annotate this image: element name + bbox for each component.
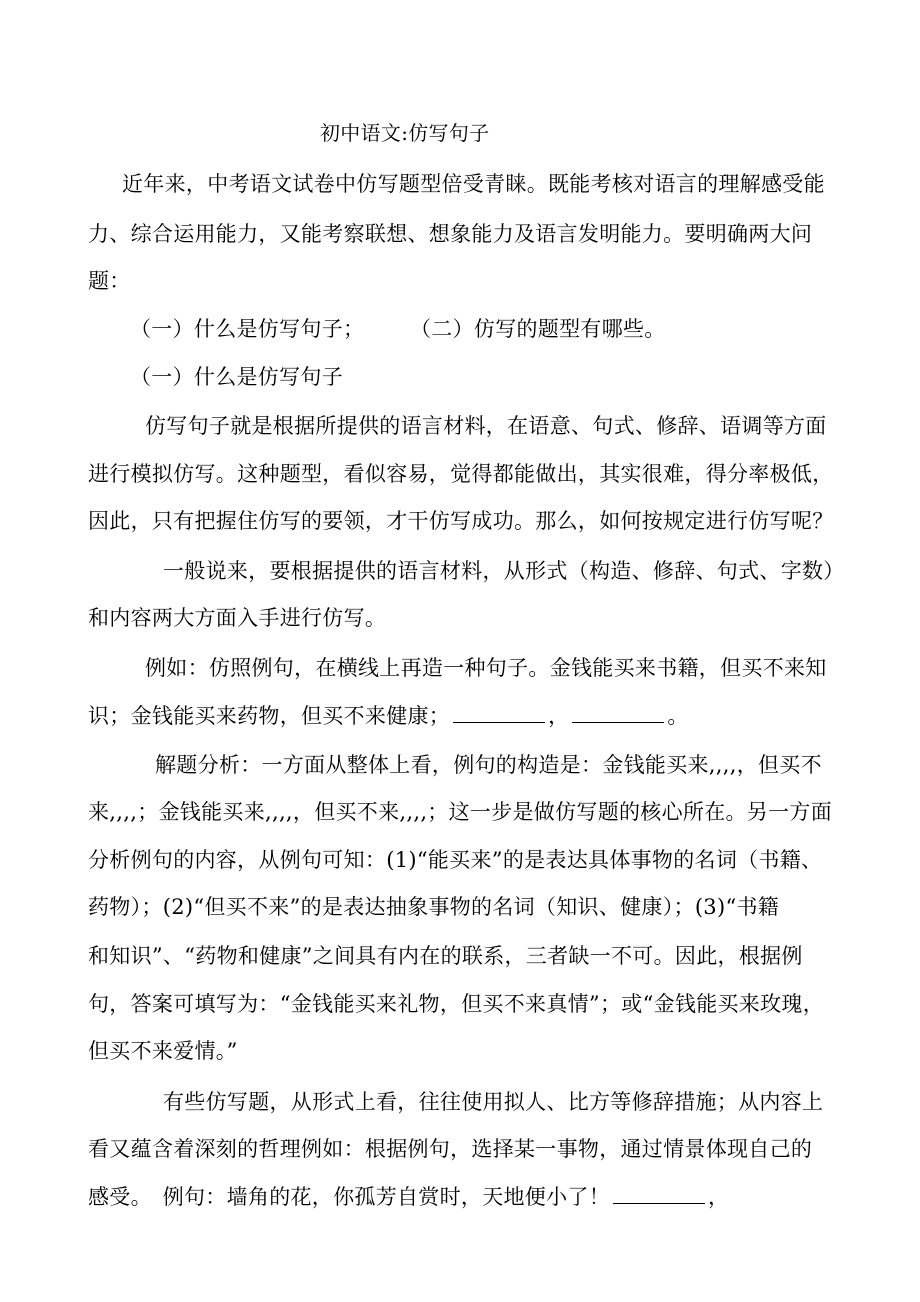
question-one: （一）什么是仿写句子； (130, 317, 365, 341)
analysis-line-2: 来,,,,；金钱能买来,,,,，但买不来,,,,；这一步是做仿写题的核心所在。另一方面 (88, 800, 833, 824)
analysis-line-5: 和知识”、“药物和健康”之间具有内在的联系，三者缺一不可。因此，根据例 (88, 944, 803, 968)
others-line-2: 看又蕴含着深刻的哲理例如：根据例句，选择某一事物，通过情景体现自己的 (88, 1137, 813, 1161)
question-two: （二）仿写的题型有哪些。 (410, 317, 666, 341)
example-text: 识；金钱能买来药物，但买不来健康； (88, 704, 451, 728)
example-comma: ， (548, 704, 570, 728)
analysis-line-3: 分析例句的内容，从例句可知：(1)“能买来”的是表达具体事物的名词（书籍、 (88, 848, 823, 872)
answer-blank-3[interactable] (613, 1202, 705, 1204)
section-heading: （一）什么是仿写句子 (130, 365, 343, 389)
example-period: 。 (667, 704, 689, 728)
answer-blank-2[interactable] (572, 721, 664, 723)
analysis-line-6: 句，答案可填写为：“金钱能买来礼物，但买不来真情”；或“金钱能买来玫瑰， (88, 992, 825, 1016)
analysis-line-1: 解题分析：一方面从整体上看，例句的构造是：金钱能买来,,,,，但买不 (155, 753, 822, 777)
answer-blank-1[interactable] (453, 721, 545, 723)
others-text: 感受。 例句：墙角的花，你孤芳自赏时，天地便小了！ (88, 1185, 610, 1209)
definition-line-3: 因此，只有把握住仿写的要领，才干仿写成功。那么，如何按规定进行仿写呢？ (88, 509, 834, 533)
example-line-1: 例如：仿照例句，在横线上再造一种句子。金钱能买来书籍，但买不来知 (145, 656, 827, 680)
others-line-1: 有些仿写题，从形式上看，往往使用拟人、比方等修辞措施；从内容上 (163, 1090, 824, 1114)
page-title: 初中语文:仿写句子 (320, 121, 490, 145)
intro-line-2: 力、综合运用能力，又能考察联想、想象能力及语言发明能力。要明确两大问 (88, 222, 813, 246)
analysis-line-4: 药物）；(2)“但买不来”的是表达抽象事物的名词（知识、健康）；(3)“书籍 (88, 895, 780, 919)
general-line-1: 一般说来，要根据提供的语言材料，从形式（构造、修辞、句式、字数） (163, 559, 845, 583)
general-line-2: 和内容两大方面入手进行仿写。 (88, 606, 387, 630)
others-line-3 (88, 1182, 729, 1212)
definition-line-2: 进行模拟仿写。这种题型，看似容易，觉得都能做出，其实很难，得分率极低， (88, 462, 834, 486)
definition-line-1: 仿写句子就是根据所提供的语言材料，在语意、句式、修辞、语调等方面 (145, 414, 827, 438)
intro-line-1: 近年来，中考语文试卷中仿写题型倍受青睐。既能考核对语言的理解感受能 (122, 172, 825, 196)
intro-line-3: 题： (88, 269, 131, 293)
example-line-2 (88, 701, 689, 731)
others-comma: ， (708, 1185, 730, 1209)
analysis-line-7: 但买不来爱情。” (88, 1039, 238, 1063)
